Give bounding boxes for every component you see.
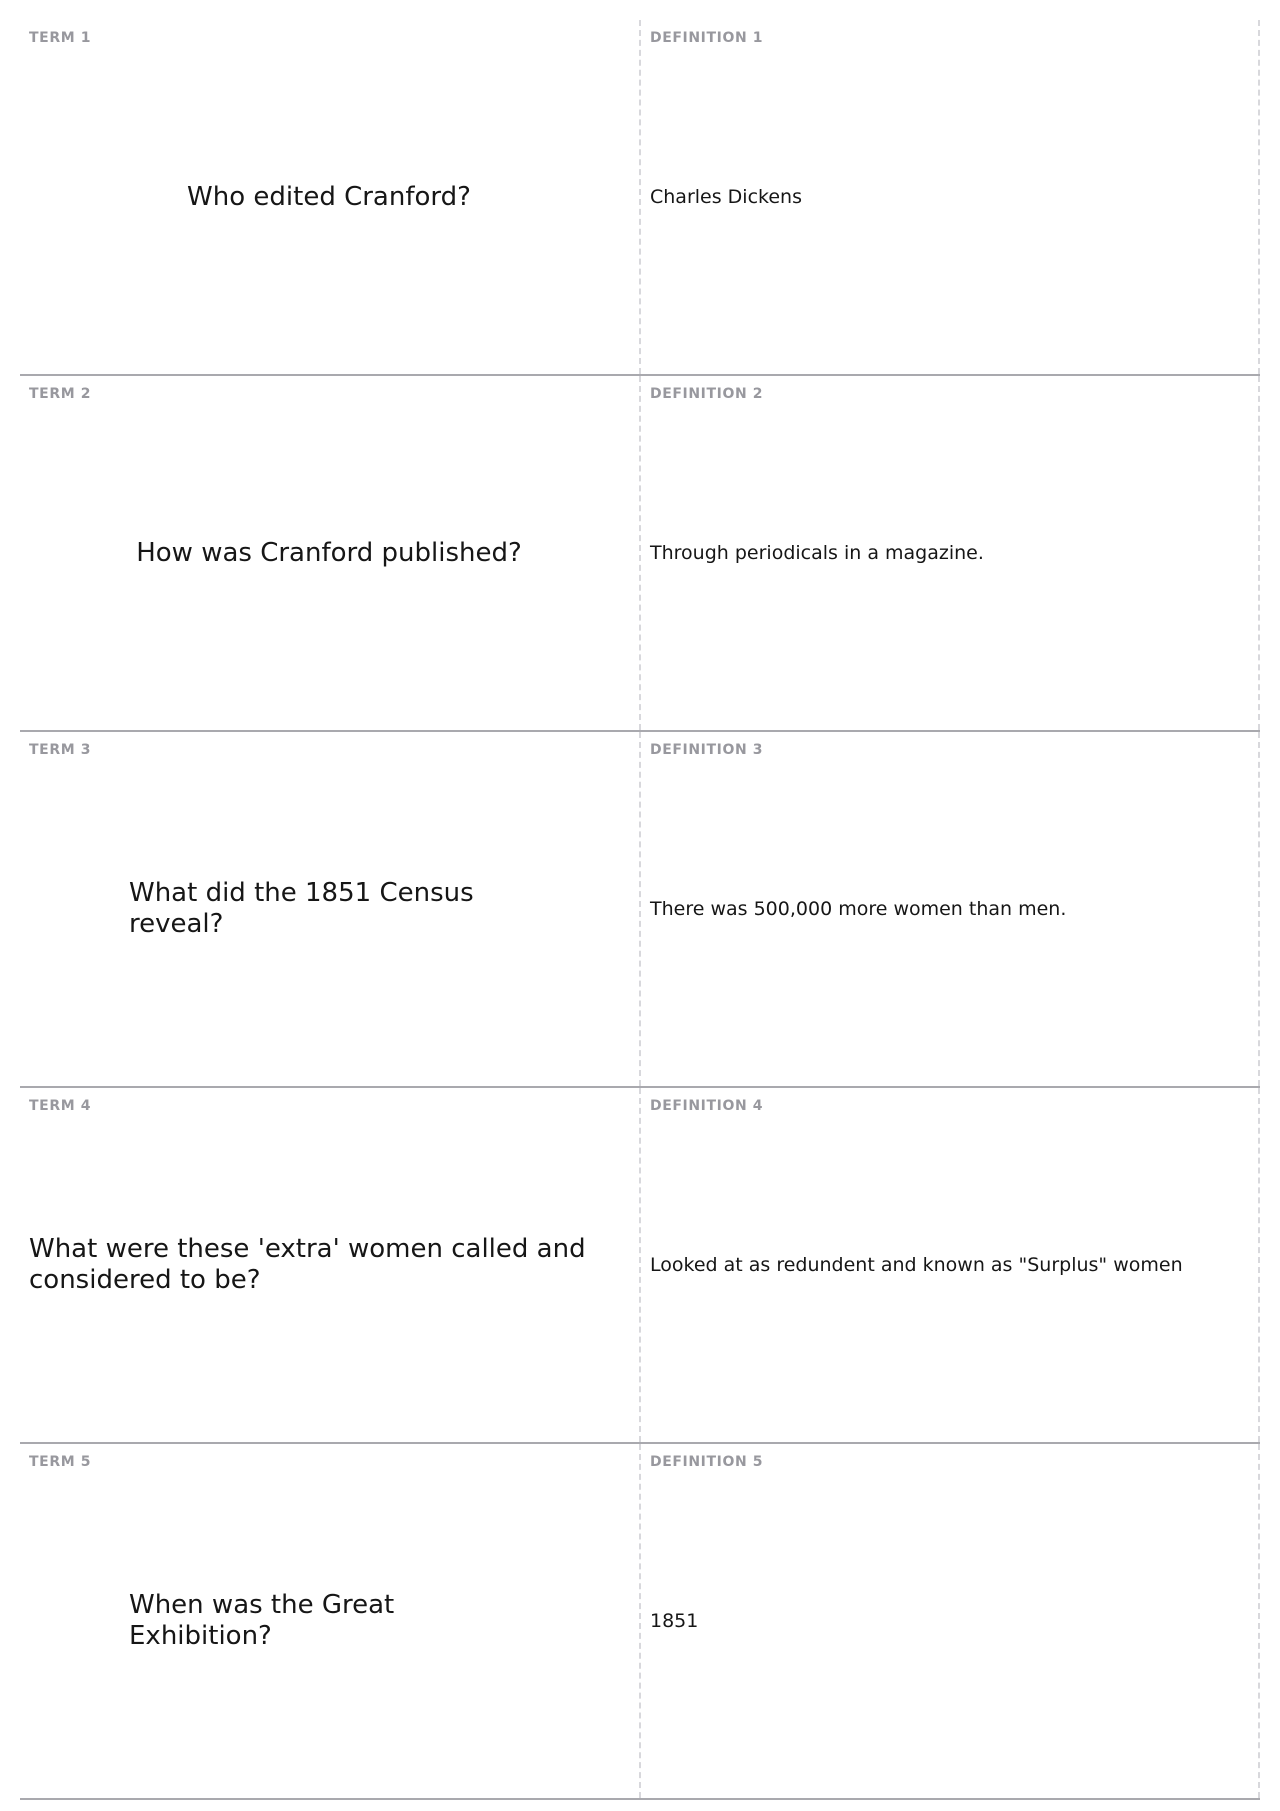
term-label: TERM 3 <box>29 742 92 758</box>
definition-text-wrapper <box>650 376 1246 730</box>
term-cell <box>20 1444 641 1798</box>
term-cell <box>20 376 641 730</box>
term-text-wrapper <box>29 732 629 1086</box>
definition-text-wrapper <box>650 732 1246 1086</box>
term-text-wrapper <box>29 1444 629 1798</box>
definition-cell <box>641 1444 1260 1798</box>
definition-label: DEFINITION 1 <box>650 30 764 46</box>
flashcard-row <box>20 732 1260 1088</box>
flashcard-row <box>20 1088 1260 1444</box>
definition-text-wrapper <box>650 20 1246 374</box>
term-text: What were these 'extra' women called and considered to be? <box>29 1234 586 1295</box>
term-label: TERM 1 <box>29 30 92 46</box>
definition-cell <box>641 1088 1260 1442</box>
term-cell <box>20 20 641 374</box>
definition-label: DEFINITION 3 <box>650 742 764 758</box>
term-label: TERM 2 <box>29 386 92 402</box>
term-text-wrapper <box>29 1088 629 1442</box>
definition-text: Through periodicals in a magazine. <box>650 542 984 564</box>
flashcard-row <box>20 1444 1260 1800</box>
definition-cell <box>641 376 1260 730</box>
term-text: What did the 1851 Census reveal? <box>129 878 474 939</box>
term-text-wrapper <box>29 376 629 730</box>
term-text-wrapper <box>29 20 629 374</box>
definition-label: DEFINITION 4 <box>650 1098 764 1114</box>
term-cell <box>20 732 641 1086</box>
definition-cell <box>641 20 1260 374</box>
definition-text-wrapper <box>650 1088 1246 1442</box>
term-cell <box>20 1088 641 1442</box>
definition-text: 1851 <box>650 1610 699 1632</box>
definition-text-wrapper <box>650 1444 1246 1798</box>
term-label: TERM 4 <box>29 1098 92 1114</box>
term-text: How was Cranford published? <box>136 537 522 568</box>
definition-label: DEFINITION 5 <box>650 1454 764 1470</box>
term-text: When was the Great Exhibition? <box>129 1590 395 1651</box>
definition-label: DEFINITION 2 <box>650 386 764 402</box>
definition-text: Looked at as redundent and known as "Surplus" women <box>650 1254 1183 1276</box>
definition-text: There was 500,000 more women than men. <box>650 898 1067 920</box>
definition-text: Charles Dickens <box>650 186 802 208</box>
term-text: Who edited Cranford? <box>187 181 471 212</box>
flashcard-sheet <box>20 20 1260 1800</box>
definition-cell <box>641 732 1260 1086</box>
flashcard-row <box>20 20 1260 376</box>
term-label: TERM 5 <box>29 1454 92 1470</box>
flashcard-row <box>20 376 1260 732</box>
